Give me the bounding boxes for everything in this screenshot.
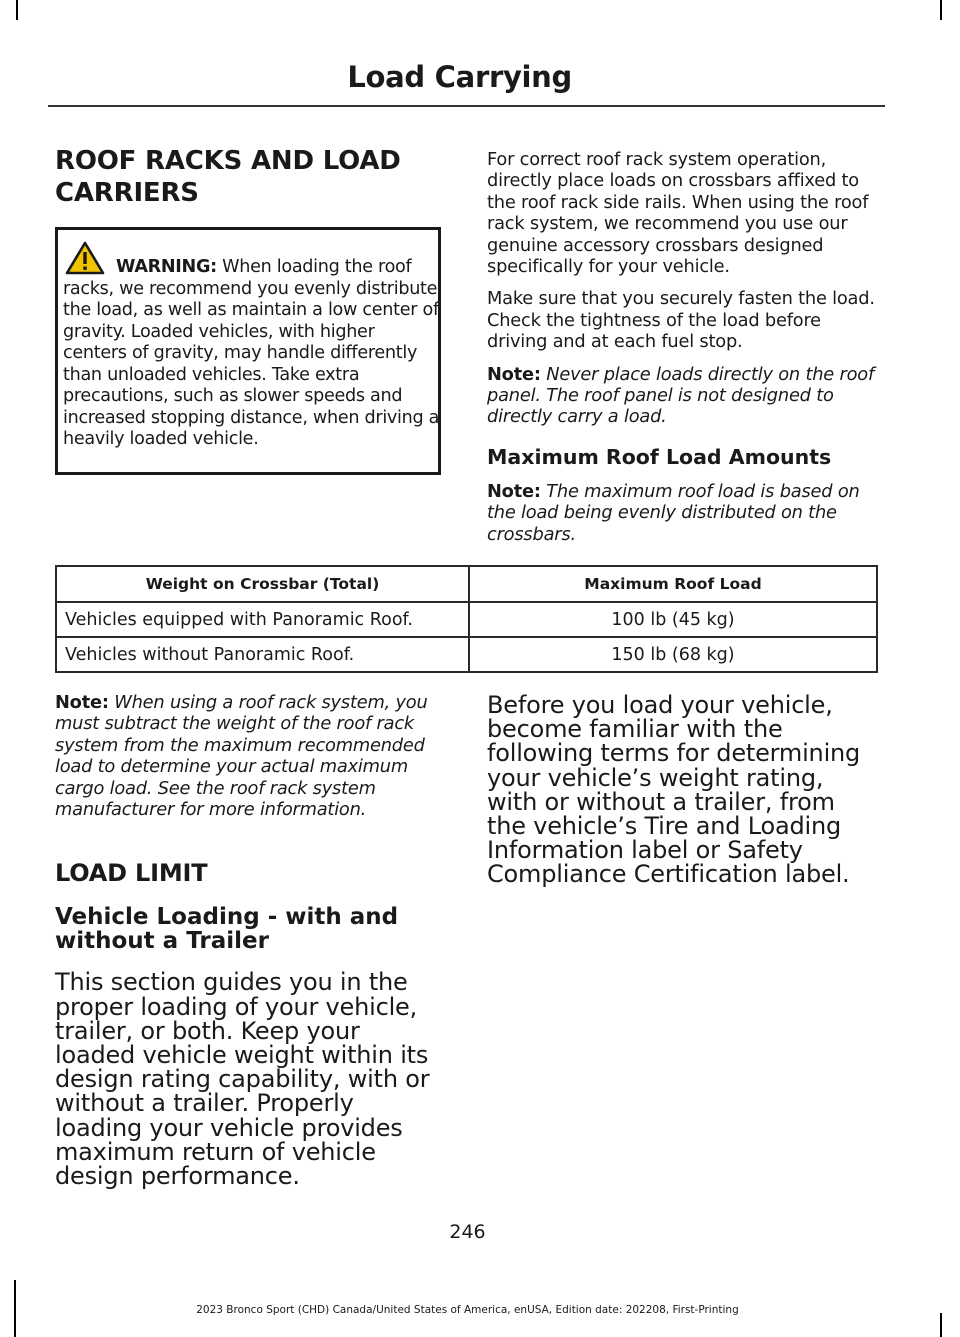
table-row: [56, 637, 877, 672]
warning-box: [55, 227, 441, 475]
footer-edition: 2023 Bronco Sport (CHD) Canada/United States of America, enUSA, Edition date: 202208, First-Printing: [196, 1304, 739, 1316]
note-label: Note:: [55, 692, 109, 713]
crop-mark-top-left: [16, 0, 18, 20]
section-roof-racks: [55, 145, 445, 209]
right-column-bottom: [487, 693, 879, 887]
roof-load-table: [55, 565, 878, 673]
table-cell-load: 150 lb (68 kg): [469, 637, 877, 672]
table-header-weight: Weight on Crossbar (Total): [56, 566, 469, 602]
heading-load-limit: LOAD LIMIT: [55, 859, 208, 888]
warning-body: When loading the roof racks, we recommend you evenly distribute the load, as well as maintain a low center of gravity. Loaded vehicles, with higher centers of gravity, may handle differently than unloaded vehicles. Take extra precautions, such as slower speeds and increased stopping distance, when driving a heavily loaded vehicle.: [63, 257, 440, 449]
note-roof-panel: [487, 364, 879, 428]
note-subtract-weight: [55, 692, 447, 820]
page-header-title: Load Carrying: [347, 60, 572, 94]
crop-mark-bottom-right: [940, 1313, 942, 1337]
paragraph-crossbars: For correct roof rack system operation, directly place loads on crossbars affixed to the roof rack side rails. When using the roof rack system, we recommend you use our genuine accessory crossbars designed specifically for your vehicle.: [487, 149, 869, 278]
table-cell-vehicle: Vehicles without Panoramic Roof.: [56, 637, 469, 672]
section-heading-line1: ROOF RACKS AND LOAD: [55, 146, 401, 176]
note-roof-panel-text: Never place loads directly on the roof panel. The roof panel is not designed to directly carry a load.: [487, 363, 875, 428]
table-header-max-load: Maximum Roof Load: [469, 566, 877, 602]
header-rule: [48, 105, 885, 107]
table-cell-load: 100 lb (45 kg): [469, 602, 877, 637]
paragraph-loading-guide: This section guides you in the proper loading of your vehicle, trailer, or both. Keep your loaded vehicle weight within its design rating capability, with or without a trailer. Properly loading your vehicle provides maximum return of vehicle design performance.: [55, 968, 430, 1191]
table-header-row: [56, 566, 877, 602]
page-number: 246: [449, 1221, 486, 1243]
subheading-max-roof-load: Maximum Roof Load Amounts: [487, 444, 832, 469]
note-max-roof-load-text: The maximum roof load is based on the load being evenly distributed on the crossbars.: [487, 480, 860, 545]
warning-label: WARNING:: [116, 257, 217, 277]
paragraph-fasten-load: Make sure that you securely fasten the load. Check the tightness of the load before driving and at each fuel stop.: [487, 288, 875, 353]
paragraph-weight-terms: Before you load your vehicle, become familiar with the following terms for determining your vehicle’s weight rating, with or without a trailer, from the vehicle’s Tire and Loading Information label or Safety Compliance Certification label.: [487, 691, 861, 889]
table-cell-vehicle: Vehicles equipped with Panoramic Roof.: [56, 602, 469, 637]
right-column-top: [487, 149, 879, 545]
crop-mark-top-right: [940, 0, 942, 20]
section-heading-line2: CARRIERS: [55, 178, 199, 208]
note-label: Note:: [487, 480, 541, 502]
warning-text: [63, 257, 441, 451]
left-column-bottom: [55, 692, 447, 1191]
note-max-roof-load: [487, 481, 879, 545]
table-row: [56, 602, 877, 637]
subheading-vehicle-loading: Vehicle Loading - with and without a Trailer: [55, 904, 399, 955]
note-label: Note:: [487, 363, 541, 385]
note-subtract-weight-text: When using a roof rack system, you must subtract the weight of the roof rack system from the maximum recommended load to determine your actual maximum cargo load. See the roof rack system manufacturer for more information.: [55, 692, 428, 821]
